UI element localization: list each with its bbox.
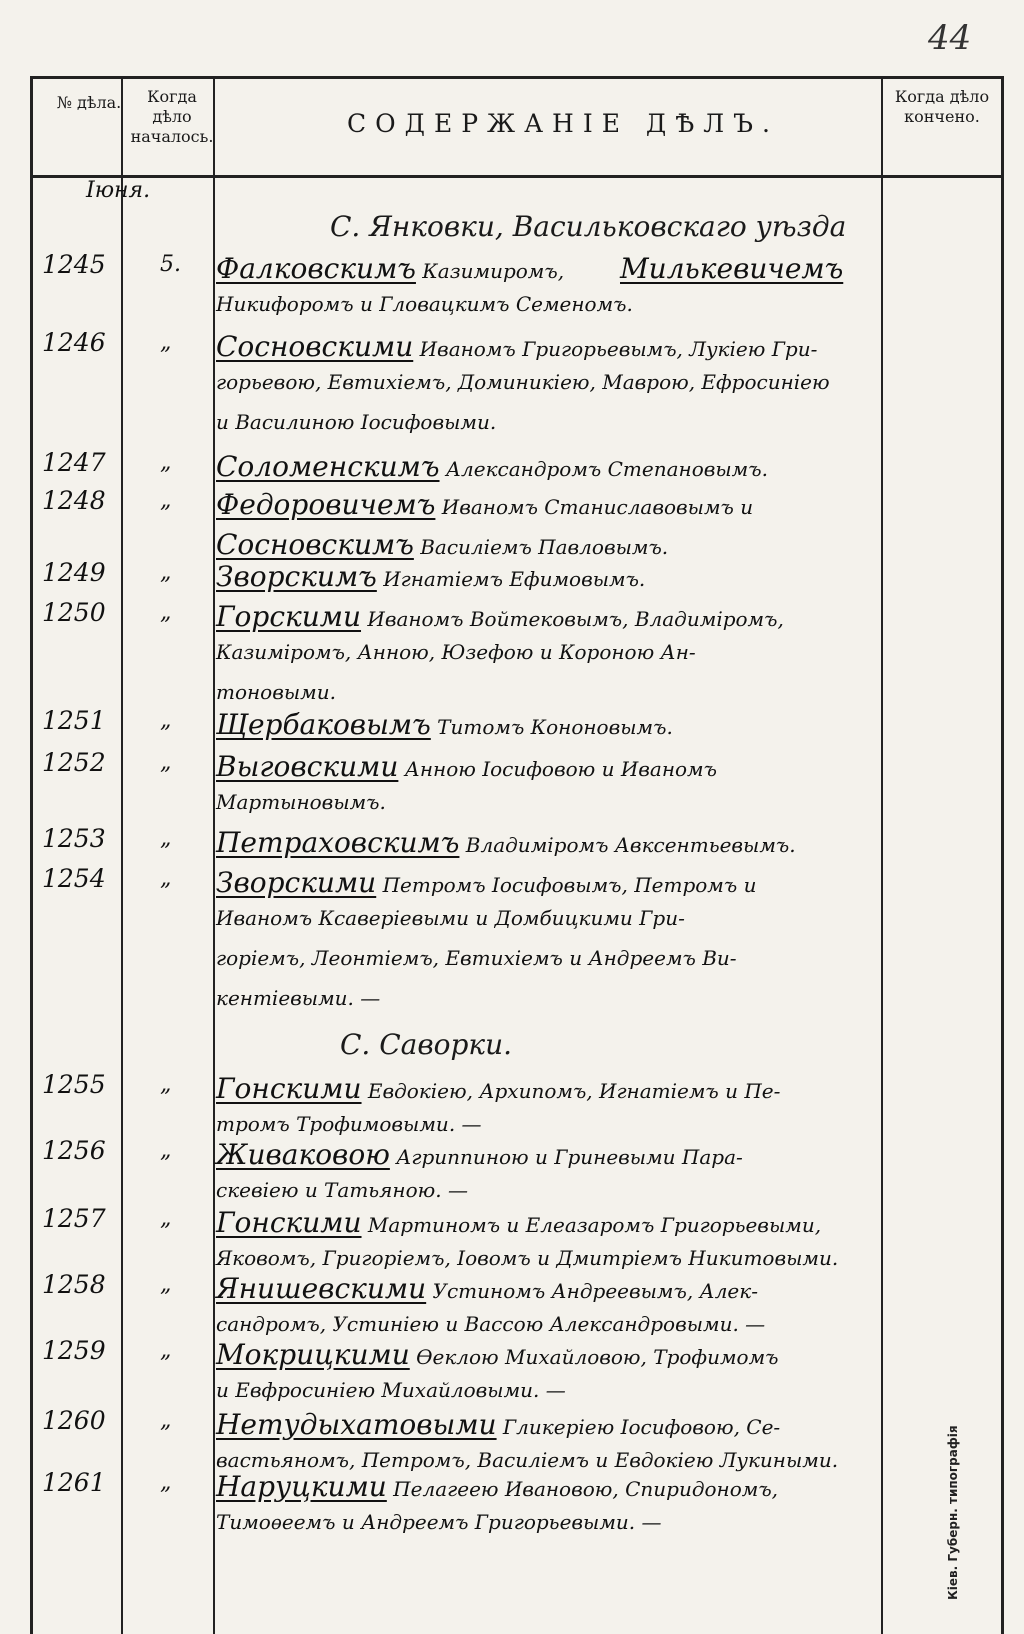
given-names: кентіевыми. — [216,986,381,1010]
entry-text-line [216,790,386,814]
given-names: Петромъ Іосифовымъ, Петромъ и [376,873,757,897]
surname: Сосновскими [216,330,414,363]
case-number: 1251 [42,706,106,735]
case-number: 1247 [42,448,106,477]
given-names: Евдокіею, Архипомъ, Игнатіемъ и Пе- [361,1079,781,1103]
entry-text-line [216,946,737,970]
start-day: „ [160,330,172,355]
entry-text-line [216,708,673,741]
given-names: Иваномъ Ксаверіевыми и Домбицкими Гри- [216,906,685,930]
given-names: Мартиномъ и Елеазаромъ Григорьевыми, [361,1213,822,1237]
case-number: 1245 [42,250,106,279]
start-day: „ [160,1338,172,1363]
start-day: „ [160,560,172,585]
surname: Зворскимъ [216,560,377,593]
entry-text-line [216,986,380,1010]
given-names: горіемъ, Леонтіемъ, Евтихіемъ и Андреемъ Ви- [216,946,737,970]
entry-text-line [216,866,756,899]
surname: Соломенскимъ [216,450,440,483]
given-names: Анною Іосифовою и Иваномъ [398,757,717,781]
case-number: 1252 [42,748,106,777]
surname: Гонскими [216,1072,362,1105]
column-divider [213,76,215,1634]
given-names: Василіемъ Павловымъ. [413,535,669,559]
header-content: СОДЕРЖАНIЕ ДѢЛЪ. [347,109,779,138]
given-names: тромъ Трофимовыми. — [216,1112,482,1136]
start-day: „ [160,1470,172,1495]
column-divider [881,76,883,1634]
given-names: Иваномъ Войтековымъ, Владиміромъ, [361,607,784,631]
surname: Гонскими [216,1206,362,1239]
surname: Зворскими [216,866,377,899]
surname: Наруцкими [216,1470,387,1503]
surname: Живаковою [216,1138,390,1171]
given-names: Агриппиною и Гриневыми Пара- [389,1145,743,1169]
entry-text-line [216,1470,778,1503]
header-case-number: № дѣла. [56,93,122,112]
case-number: 1254 [42,864,106,893]
surname: Янишевскими [216,1272,427,1305]
entry-text-line [216,750,717,783]
given-names: сандромъ, Устиніею и Вассою Александровыми. — [216,1312,766,1336]
entry-text-line [216,1272,758,1305]
entry-text-line [216,1378,566,1402]
entry-text-line [216,1072,780,1105]
entry-text-line [216,252,564,285]
case-number: 1260 [42,1406,106,1435]
start-day: „ [160,1206,172,1231]
entry-text-line [216,1112,482,1136]
surname: Фалковскимъ [216,252,416,285]
page-number: 44 [928,18,972,58]
place-heading: С. Саворки. [340,1028,513,1061]
start-day: „ [160,866,172,891]
given-names: тоновыми. [216,680,336,704]
place-heading: С. Янковки, Васильковскаго уѣзда [330,210,847,243]
surname: Выговскими [216,750,399,783]
surname: Петраховскимъ [216,826,460,859]
given-names: Владиміромъ Авксентьевымъ. [459,833,796,857]
start-day: „ [160,1072,172,1097]
entry-text-line [216,1312,765,1336]
entry-text-line [216,640,696,664]
case-number: 1248 [42,486,106,515]
header-end-date: Когда дѣло кончено. [894,87,990,126]
given-names: Никифоромъ и Гловацкимъ Семеномъ. [216,292,633,316]
surname: Мокрицкими [216,1338,410,1371]
start-day: „ [160,600,172,625]
given-names: Игнатіемъ Ефимовымъ. [376,567,646,591]
given-names: Александромъ Степановымъ. [439,457,768,481]
entry-text-line [216,1206,821,1239]
case-number: 1259 [42,1336,106,1365]
start-day: „ [160,488,172,513]
entry-text-line [216,1246,838,1270]
given-names: Казимиромъ, [415,259,565,283]
entry-text-line [216,906,685,930]
start-day: „ [160,1408,172,1433]
start-day: „ [160,708,172,733]
given-names: Казиміромъ, Анною, Юзефою и Короною Ан- [216,640,696,664]
header-start-date: Когда дѣло началось. [130,87,214,146]
given-names: Гликеріею Іосифовою, Се- [496,1415,781,1439]
given-names: Иваномъ Станиславовымъ и [435,495,754,519]
given-names: и Евфросиніею Михайловыми. — [216,1378,566,1402]
given-names: Мартыновымъ. [216,790,386,814]
given-names: Иваномъ Григорьевымъ, Лукіею Гри- [413,337,818,361]
surname: Нетудыхатовыми [216,1408,497,1441]
surname: Горскими [216,600,362,633]
start-day: „ [160,1272,172,1297]
entry-text-line [216,370,830,394]
case-number: 1256 [42,1136,106,1165]
column-divider [121,76,123,1634]
entry-text-line [216,1338,779,1371]
entry-text-line [216,1408,780,1441]
entry-text-line [216,680,336,704]
entry-text-line [216,528,668,561]
case-number: 1261 [42,1468,106,1497]
start-day: 5. [160,252,181,277]
surname: Сосновскимъ [216,528,414,561]
case-number: 1253 [42,824,106,853]
start-day: „ [160,450,172,475]
case-number: 1250 [42,598,106,627]
given-names: Тимоѳеемъ и Андреемъ Григорьевыми. — [216,1510,662,1534]
given-names: Ѳеклою Михайловою, Трофимомъ [409,1345,779,1369]
entry-text-line [216,600,784,633]
entry-text-line [216,292,633,316]
case-number: 1258 [42,1270,106,1299]
surname: Федоровичемъ [216,488,436,521]
given-names: Яковомъ, Григоріемъ, Іовомъ и Дмитріемъ Никитовыми. [216,1246,839,1270]
surname: Щербаковымъ [216,708,431,741]
surname: Милькевичемъ [620,252,844,285]
month-label: Іюня. [86,178,151,203]
entry-text-line [216,450,768,483]
table-header [33,76,1001,178]
case-number: 1255 [42,1070,106,1099]
given-names: и Василиною Іосифовыми. [216,410,497,434]
given-names: Титомъ Кононовымъ. [430,715,673,739]
given-names: вастьяномъ, Петромъ, Василіемъ и Евдокіею Лукиными. [216,1448,839,1472]
case-number: 1257 [42,1204,106,1233]
case-number: 1246 [42,328,106,357]
entry-text-line [216,1448,838,1472]
given-names: Устиномъ Андреевымъ, Алек- [426,1279,758,1303]
entry-text-line [216,488,753,521]
entry-text-line [216,1178,468,1202]
given-names: горьевою, Евтихіемъ, Доминикіею, Маврою, Ефросиніею [216,370,830,394]
entry-text-line [216,560,645,593]
entry-text-line [216,410,496,434]
entry-text-line [216,330,817,363]
start-day: „ [160,750,172,775]
entry-text-line [216,1510,662,1534]
start-day: „ [160,1138,172,1163]
given-names: Пелагеею Ивановою, Спиридономъ, [386,1477,779,1501]
start-day: „ [160,826,172,851]
given-names: скевіею и Татьяною. — [216,1178,468,1202]
case-number: 1249 [42,558,106,587]
entry-text-line [216,826,796,859]
printer-imprint: Кiев. Губерн. типографiя [946,1425,960,1600]
entry-text-line [216,1138,743,1171]
